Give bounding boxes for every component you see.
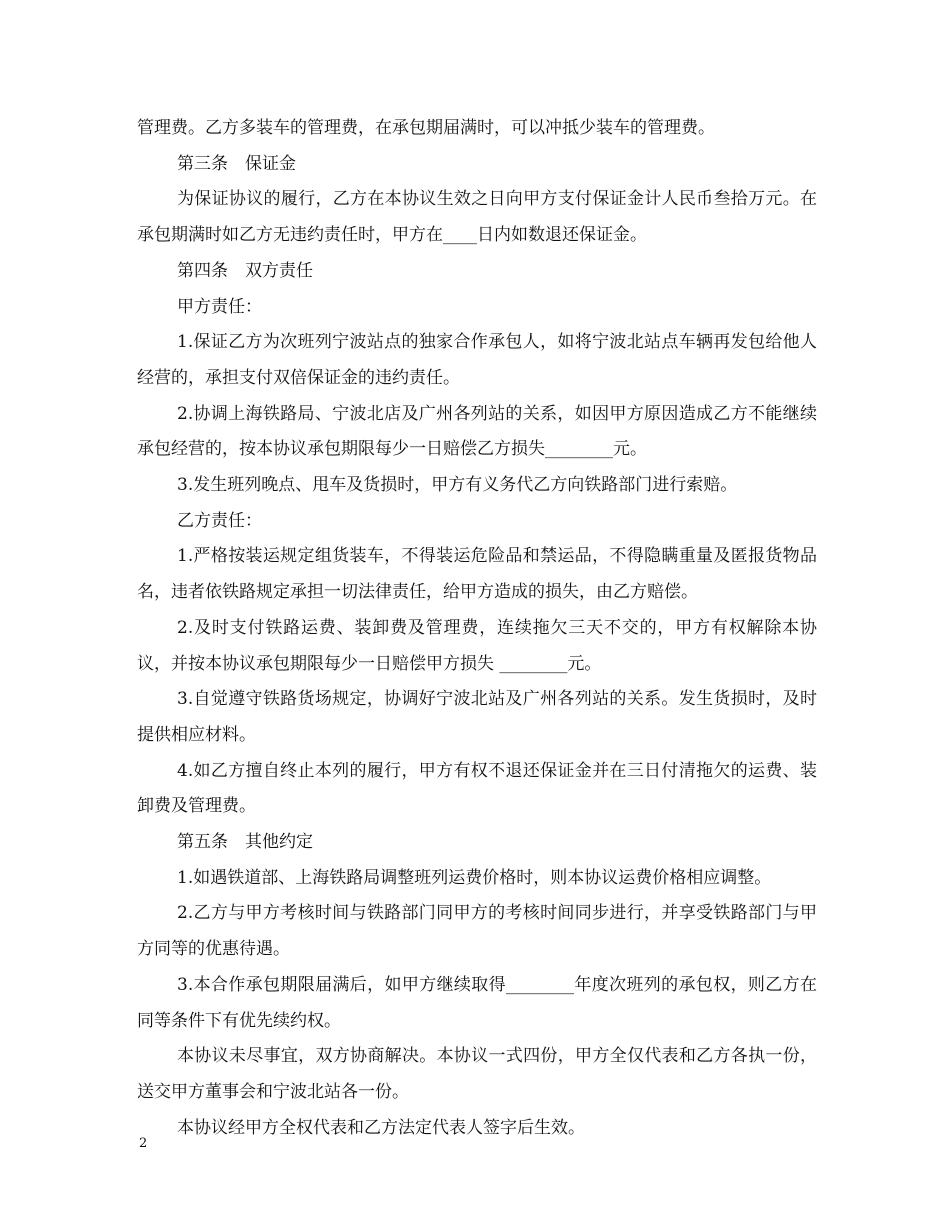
paragraph: 第四条 双方责任: [177, 260, 313, 281]
paragraph: 第五条 其他约定: [177, 832, 313, 853]
paragraph: 为保证协议的履行，乙方在本协议生效之日向甲方支付保证金计人民币叁拾万元。在承包期满时如乙方无违约责任时，甲方在____日内如数退还保证金。: [137, 189, 817, 246]
paragraph: 1.如遇铁道部、上海铁路局调整班列运费价格时，则本协议运费价格相应调整。: [177, 867, 772, 888]
paragraph: 管理费。乙方多装车的管理费，在承包期届满时，可以冲抵少装车的管理费。: [137, 118, 715, 138]
paragraph: 3.本合作承包期限届满后，如甲方继续取得________年度次班列的承包权，则乙方在同等条件下有优先续约权。: [137, 974, 817, 1031]
paragraph: 第三条 保证金: [177, 153, 296, 174]
paragraph: 3.自觉遵守铁路货场规定，协调好宁波北站及广州各列站的关系。发生货损时，及时提供相应材料。: [137, 689, 817, 745]
page-number: 2: [139, 1136, 148, 1151]
paragraph: 本协议经甲方全权代表和乙方法定代表人签字后生效。: [177, 1117, 585, 1138]
paragraph: 2.乙方与甲方考核时间与铁路部门同甲方的考核时间同步进行，并享受铁路部门与甲方同等的优惠待遇。: [137, 903, 817, 960]
paragraph: 1.保证乙方为次班列宁波站点的独家合作承包人，如将宁波北站点车辆再发包给他人经营的，承担支付双倍保证金的违约责任。: [137, 332, 817, 388]
paragraph: 乙方责任：: [177, 510, 262, 531]
paragraph: 1.严格按装运规定组货装车，不得装运危险品和禁运品，不得隐瞒重量及匿报货物品名，违者依铁路规定承担一切法律责任，给甲方造成的损失，由乙方赔偿。: [137, 546, 817, 603]
paragraph: 甲方责任：: [177, 296, 262, 317]
document-body: [137, 111, 817, 1146]
paragraph: 4.如乙方擅自终止本列的履行，甲方有权不退还保证金并在三日付清拖欠的运费、装卸费及管理费。: [137, 760, 817, 817]
paragraph: 2.协调上海铁路局、宁波北店及广州各列站的关系，如因甲方原因造成乙方不能继续承包经营的，按本协议承包期限每少一日赔偿乙方损失________元。: [137, 403, 817, 460]
paragraph: 本协议未尽事宜，双方协商解决。本协议一式四份，甲方全仅代表和乙方各执一份，送交甲方董事会和宁波北站各一份。: [137, 1046, 817, 1102]
paragraph: 3.发生班列晚点、甩车及货损时，甲方有义务代乙方向铁路部门进行索赔。: [177, 475, 738, 496]
paragraph: 2.及时支付铁路运费、装卸费及管理费，连续拖欠三天不交的，甲方有权解除本协议，并按本协议承包期限每少一日赔偿甲方损失 ________元。: [137, 617, 817, 674]
